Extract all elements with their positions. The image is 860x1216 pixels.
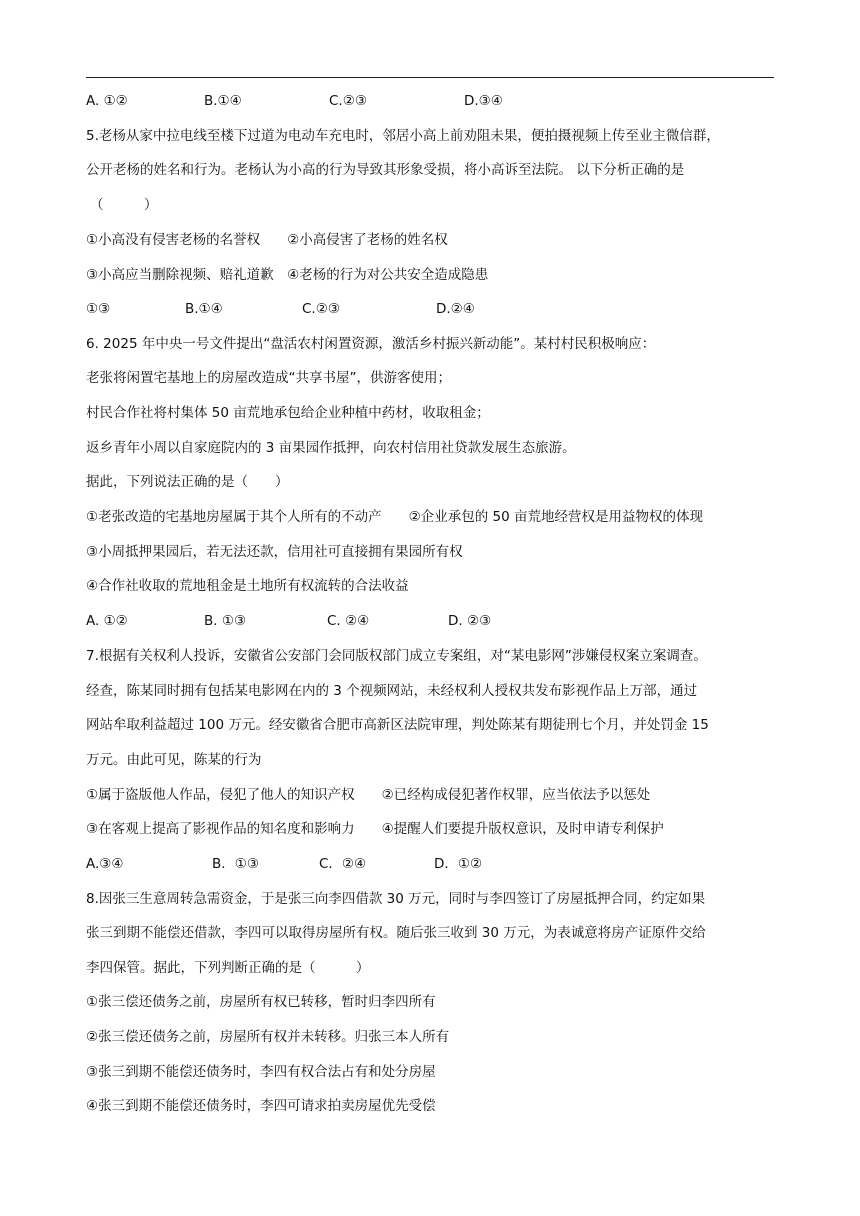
q7-stem-line-4: 万元。由此可见，陈某的行为 (86, 752, 262, 768)
q7-stem-line-1: 7.根据有关权利人投诉，安徽省公安部门会同版权部门成立专案组，对“某电影网”涉嫌侵权案立案调查。 (86, 648, 707, 664)
q6-item-2: ③小周抵押果园后，若无法还款，信用社可直接拥有果园所有权 (86, 544, 463, 560)
q7-option-c: C．②④ (319, 856, 367, 872)
q5-option-a: ①③ (86, 301, 111, 317)
q4-option-c: C.②③ (329, 93, 367, 109)
q6-option-b: B. ①③ (204, 613, 247, 629)
q8-stem-line-2: 张三到期不能偿还借款，李四可以取得房屋所有权。随后张三收到 30 万元，为表诚意将房产证原件交给 (86, 925, 706, 941)
q7-item-2: ③在客观上提高了影视作品的知名度和影响力 ④提醒人们要提升版权意识，及时申请专利保护 (86, 821, 664, 837)
q5-option-d: D.②④ (436, 301, 475, 317)
q7-stem-line-2: 经查，陈某同时拥有包括某电影网在内的 3 个视频网站，未经权利人授权共发布影视作品上万部，通过 (86, 683, 698, 699)
q4-option-d: D.③④ (464, 93, 503, 109)
q6-case-2: 村民合作社将村集体 50 亩荒地承包给企业种植中药材，收取租金； (86, 405, 490, 421)
q8-item-1: ①张三偿还债务之前，房屋所有权已转移，暂时归李四所有 (86, 994, 436, 1010)
q4-option-a: A. ①② (86, 93, 128, 109)
q6-case-1: 老张将闲置宅基地上的房屋改造成“共享书屋”，供游客使用； (86, 370, 451, 386)
q5-option-c: C.②③ (302, 301, 340, 317)
q6-item-3: ④合作社收取的荒地租金是土地所有权流转的合法收益 (86, 578, 409, 594)
q4-option-b: B.①④ (204, 93, 242, 109)
q6-stem: 6. 2025 年中央一号文件提出“盘活农村闲置资源，激活乡村振兴新动能”。某村村民积极响应： (86, 336, 656, 352)
q8-item-2: ②张三偿还债务之前，房屋所有权并未转移。归张三本人所有 (86, 1029, 450, 1045)
q6-option-c: C. ②④ (327, 613, 370, 629)
q5-item-line-1: ①小高没有侵害老杨的名誉权 ②小高侵害了老杨的姓名权 (86, 232, 448, 248)
q7-stem-line-3: 网站牟取利益超过 100 万元。经安徽省合肥市高新区法院审理，判处陈某有期徒刑七个月，并处罚金 15 (86, 717, 709, 733)
q6-option-d: D. ②③ (448, 613, 492, 629)
q5-item-line-2: ③小高应当删除视频、赔礼道歉 ④老杨的行为对公共安全造成隐患 (86, 267, 489, 283)
q5-answer-bracket: （ ） (90, 197, 158, 213)
q7-item-1: ①属于盗版他人作品，侵犯了他人的知识产权 ②已经构成侵犯著作权罪，应当依法予以惩处 (86, 787, 651, 803)
q6-question: 据此，下列说法正确的是（ ） (86, 474, 289, 490)
q7-option-a: A.③④ (86, 856, 124, 872)
q8-stem-line-3: 李四保管。据此，下列判断正确的是（ ） (86, 960, 370, 976)
header-rule (86, 77, 774, 78)
q5-stem-line-1: 5.老杨从家中拉电线至楼下过道为电动车充电时，邻居小高上前劝阻未果，便拍摄视频上传至业主微信群， (86, 128, 720, 144)
q7-option-b: B．①③ (212, 856, 259, 872)
q6-option-a: A. ①② (86, 613, 128, 629)
q8-item-4: ④张三到期不能偿还债务时，李四可请求拍卖房屋优先受偿 (86, 1098, 436, 1114)
q6-case-3: 返乡青年小周以自家庭院内的 3 亩果园作抵押，向农村信用社贷款发展生态旅游。 (86, 440, 576, 456)
q8-item-3: ③张三到期不能偿还债务时，李四有权合法占有和处分房屋 (86, 1064, 436, 1080)
q5-stem-line-2: 公开老杨的姓名和行为。老杨认为小高的行为导致其形象受损，将小高诉至法院。 以下分析正确的是 (86, 162, 685, 178)
q7-option-d: D．①② (434, 856, 483, 872)
q8-stem-line-1: 8.因张三生意周转急需资金，于是张三向李四借款 30 万元，同时与李四签订了房屋抵押合同，约定如果 (86, 891, 706, 907)
q6-item-1: ①老张改造的宅基地房屋属于其个人所有的不动产 ②企业承包的 50 亩荒地经营权是用益物权的体现 (86, 509, 703, 525)
q5-option-b: B.①④ (185, 301, 223, 317)
